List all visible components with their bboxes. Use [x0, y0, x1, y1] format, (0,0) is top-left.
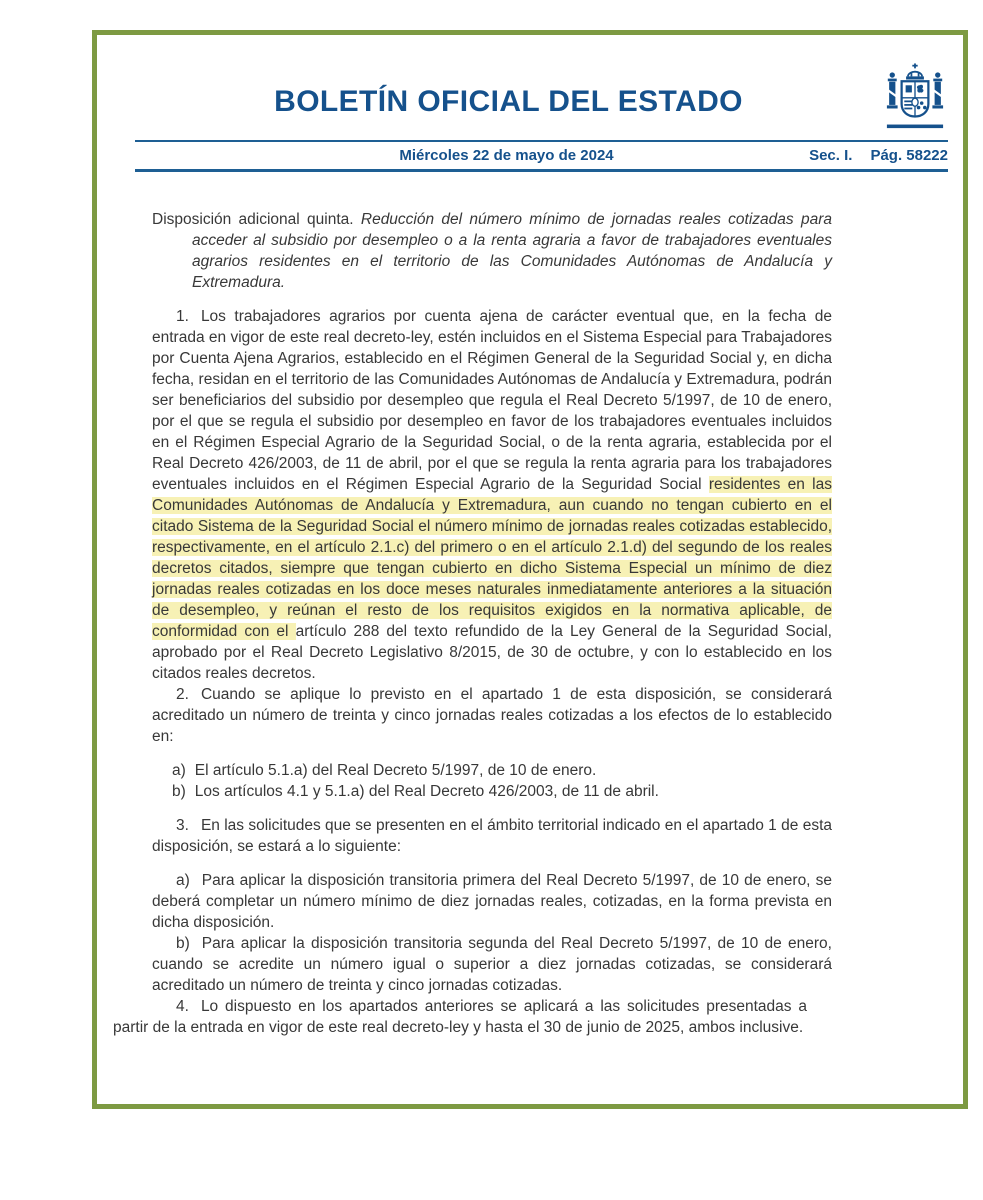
section-page-label [809, 142, 948, 169]
header-rule-bottom [135, 169, 948, 172]
gazette-page-frame [92, 30, 968, 1109]
spain-coat-of-arms-icon [882, 63, 948, 129]
document-body [113, 209, 832, 1038]
paragraph-marker: a) [176, 872, 190, 889]
paragraph-marker: b) [172, 783, 186, 800]
list-item-b [152, 781, 832, 802]
list-item-a [152, 760, 832, 781]
masthead-top-row [135, 61, 948, 129]
text-segment: Reducción del número mínimo de jornadas reales cotizadas para acceder al subsidio por desempleo o a la renta agraria a favor de trabajadores eventuales agrarios residentes en el territorio de las Comunidades Autónomas de Andalucía y Extremadura. [192, 211, 832, 291]
paragraph-3 [152, 815, 832, 857]
text-segment: Los artículos 4.1 y 5.1.a) del Real Decreto 426/2003, de 11 de abril. [194, 783, 659, 800]
paragraph-marker: a) [172, 762, 186, 779]
issue-date: Miércoles 22 de mayo de 2024 [399, 147, 614, 164]
text-segment: En las solicitudes que se presenten en el ámbito territorial indicado en el apartado 1 de esta disposición, se estará a lo siguiente: [152, 817, 832, 855]
text-segment: artículo 288 del texto refundido de la Ley General de la Seguridad Social, aprobado por el Real Decreto Legislativo 8/2015, de 30 de octubre, y con lo establecido en los citados reales decretos. [152, 623, 832, 682]
paragraph-marker: b) [176, 935, 190, 952]
text-segment: Los trabajadores agrarios por cuenta ajena de carácter eventual que, en la fecha de entrada en vigor de este real decreto-ley, estén incluidos en el Sistema Especial para Trabajadores por Cuenta Ajena Agrarios, establecido en el Régimen General de la Seguridad Social y, en dicha fecha, residan en el territorio de las Comunidades Autónomas de Andalucía y Extremadura, podrán ser beneficiarios del subsidio por desempleo que regula el Real Decreto 5/1997, de 10 de enero, por el que se regula el subsidio por desempleo en favor de los trabajadores eventuales incluidos en el Régimen Especial Agrario de la Seguridad Social, o de la renta agraria, establecida por el Real Decreto 426/2003, de 11 de abril, por el que se regula la renta agraria para los trabajadores eventuales incluidos en el Régimen Especial Agrario de la Seguridad Social [152, 308, 832, 493]
date-row [135, 142, 948, 169]
paragraph-3a [152, 870, 832, 933]
paragraph-marker: 1. [176, 308, 189, 325]
text-segment: Lo dispuesto en los apartados anteriores se aplicará a las solicitudes presentadas a partir de la entrada en vigor de este real decreto-ley y hasta el 30 de junio de 2025, ambos inclusive. [113, 998, 807, 1036]
paragraph-1 [152, 306, 832, 684]
paragraph-marker: 3. [176, 817, 189, 834]
paragraph-3b [152, 933, 832, 996]
text-segment: Disposición adicional quinta. [152, 211, 361, 228]
highlighted-text: residentes en las Comunidades Autónomas de Andalucía y Extremadura, aun cuando no tengan cubierto en el citado Sistema de la Seguridad Social el número mínimo de jornadas reales cotizadas establecido, respectivamente, en el artículo 2.1.c) del primero o en el artículo 2.1.d) del segundo de los reales decretos citados, siempre que tengan cubierto en dicho Sistema Especial un mínimo de diez jornadas reales cotizadas en los doce meses naturales inmediatamente anteriores a la situación de desempleo, y reúnan el resto de los requisitos exigidos en la normativa aplicable, de conformidad con el [152, 476, 832, 640]
paragraph-2 [152, 684, 832, 747]
text-segment: Cuando se aplique lo previsto en el apartado 1 de esta disposición, se considerará acreditado un número de treinta y cinco jornadas reales cotizadas a los efectos de lo establecido en: [152, 686, 832, 745]
text-segment: Para aplicar la disposición transitoria segunda del Real Decreto 5/1997, de 10 de enero, cuando se acredite un número igual o superior a diez jornadas cotizadas, se considerará acreditado un número de treinta y cinco jornadas cotizadas. [152, 935, 832, 994]
page-number-label: Pág. 58222 [870, 147, 948, 164]
text-segment: Para aplicar la disposición transitoria primera del Real Decreto 5/1997, de 10 de enero, se deberá completar un número mínimo de diez jornadas reales, cotizadas, en la forma prevista en dicha disposición. [152, 872, 832, 931]
paragraph-4 [113, 996, 807, 1038]
paragraph-marker: 4. [176, 998, 189, 1015]
text-segment: El artículo 5.1.a) del Real Decreto 5/1997, de 10 de enero. [194, 762, 597, 779]
paragraph-marker: 2. [176, 686, 189, 703]
section-label: Sec. I. [809, 147, 853, 164]
heading-disposicion [152, 209, 832, 293]
masthead [135, 61, 948, 172]
gazette-title: BOLETÍN OFICIAL DEL ESTADO [274, 85, 743, 118]
masthead-title-wrap [135, 61, 882, 119]
